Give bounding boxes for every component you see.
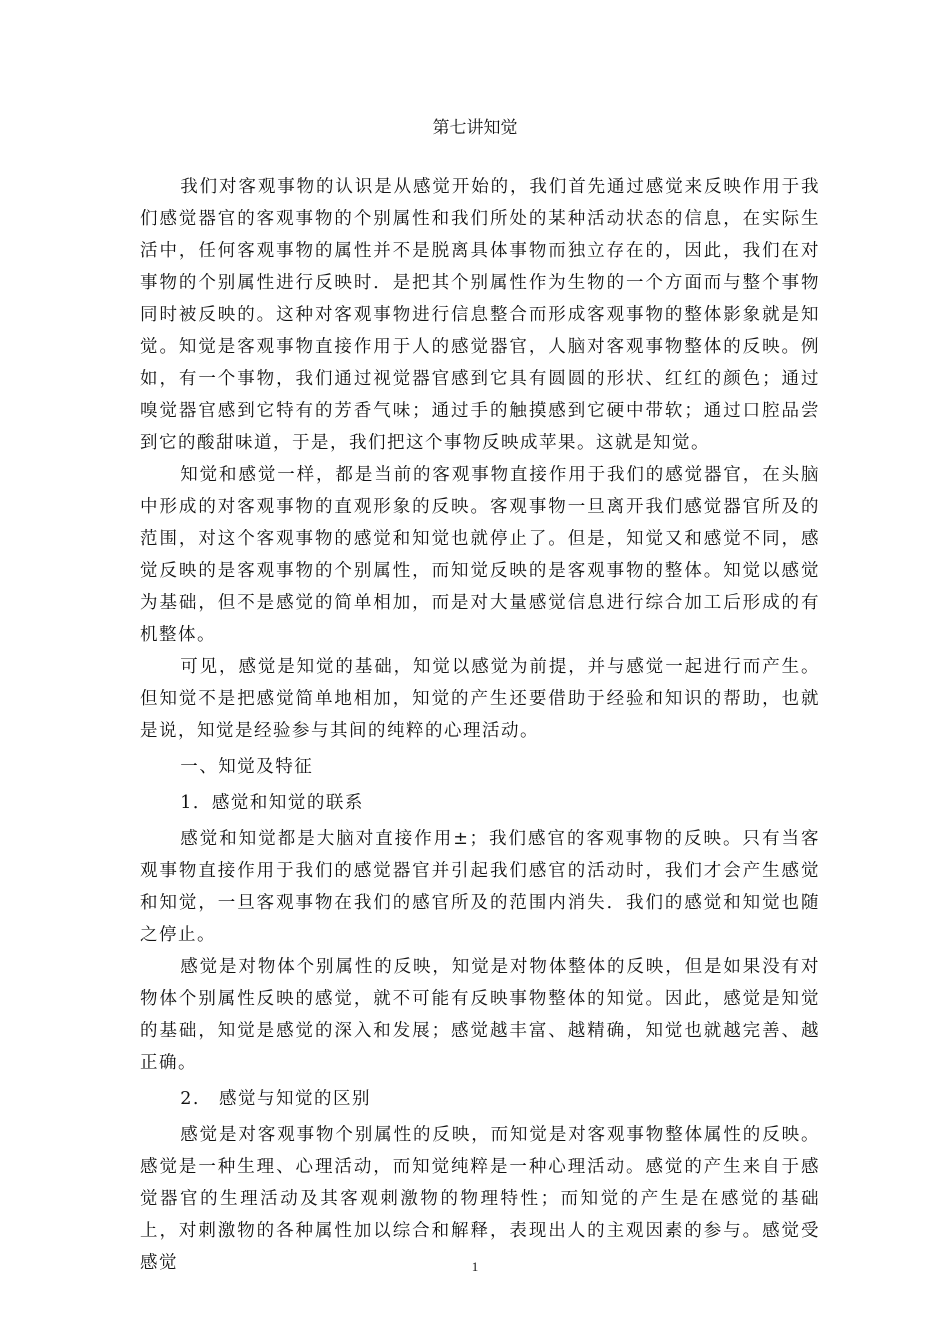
paragraph-relation-1: 感觉和知觉都是大脑对直接作用±；我们感官的客观事物的反映。只有当客观事物直接作用于我们的感觉器官并引起我们感官的活动时，我们才会产生感觉和知觉，一旦客观事物在我们的感官所及的范围内消失．我们的感觉和知觉也随之停止。 bbox=[140, 829, 820, 945]
paragraph-difference: 感觉是对客观事物个别属性的反映，而知觉是对客观事物整体属性的反映。感觉是一种生理、心理活动，而知觉纯粹是一种心理活动。感觉的产生来自于感觉器官的生理活动及其客观刺激物的物理特性；而知觉的产生是在感觉的基础上，对刺激物的各种属性加以综合和解释，表现出人的主观因素的参与。感觉受感觉 bbox=[140, 1125, 820, 1273]
paragraph-conclusion: 可见，感觉是知觉的基础，知觉以感觉为前提，并与感觉一起进行而产生。但知觉不是把感觉简单地相加，知觉的产生还要借助于经验和知识的帮助，也就是说，知觉是经验参与其间的纯粹的心理活动。 bbox=[140, 657, 820, 741]
page-title: 第七讲知觉 bbox=[432, 118, 518, 138]
subsection-heading-2: 2. 感觉与知觉的区别 bbox=[180, 1089, 371, 1109]
subsection-heading-1: 1．感觉和知觉的联系 bbox=[180, 793, 364, 813]
paragraph-relation-2: 感觉是对物体个别属性的反映，知觉是对物体整体的反映，但是如果没有对物体个别属性反映的感觉，就不可能有反映事物整体的知觉。因此，感觉是知觉的基础，知觉是感觉的深入和发展；感觉越丰富、越精确，知觉也就越完善、越正确。 bbox=[140, 957, 820, 1073]
page-number: 1 bbox=[471, 1259, 479, 1274]
paragraph-perception-vs-sensation: 知觉和感觉一样，都是当前的客观事物直接作用于我们的感觉器官，在头脑中形成的对客观事物的直观形象的反映。客观事物一旦离开我们感觉器官所及的范围，对这个客观事物的感觉和知觉也就停止了。但是，知觉又和感觉不同，感觉反映的是客观事物的个别属性，而知觉反映的是客观事物的整体。知觉以感觉为基础，但不是感觉的简单相加，而是对大量感觉信息进行综合加工后形成的有机整体。 bbox=[140, 465, 820, 645]
section-heading: 一、知觉及特征 bbox=[180, 757, 314, 777]
paragraph-intro: 我们对客观事物的认识是从感觉开始的，我们首先通过感觉来反映作用于我们感觉器官的客观事物的个别属性和我们所处的某种活动状态的信息，在实际生活中，任何客观事物的属性并不是脱离具体事物而独立存在的，因此，我们在对事物的个别属性进行反映时．是把其个别属性作为生物的一个方面而与整个事物同时被反映的。这种对客观事物进行信息整合而形成客观事物的整体影象就是知觉。知觉是客观事物直接作用于人的感觉器官，人脑对客观事物整体的反映。例如，有一个事物，我们通过视觉器官感到它具有圆圆的形状、红红的颜色；通过嗅觉器官感到它特有的芳香气味；通过手的触摸感到它硬中带软；通过口腔品尝到它的酸甜味道，于是，我们把这个事物反映成苹果。这就是知觉。 bbox=[140, 177, 820, 453]
document-body bbox=[140, 171, 820, 1279]
